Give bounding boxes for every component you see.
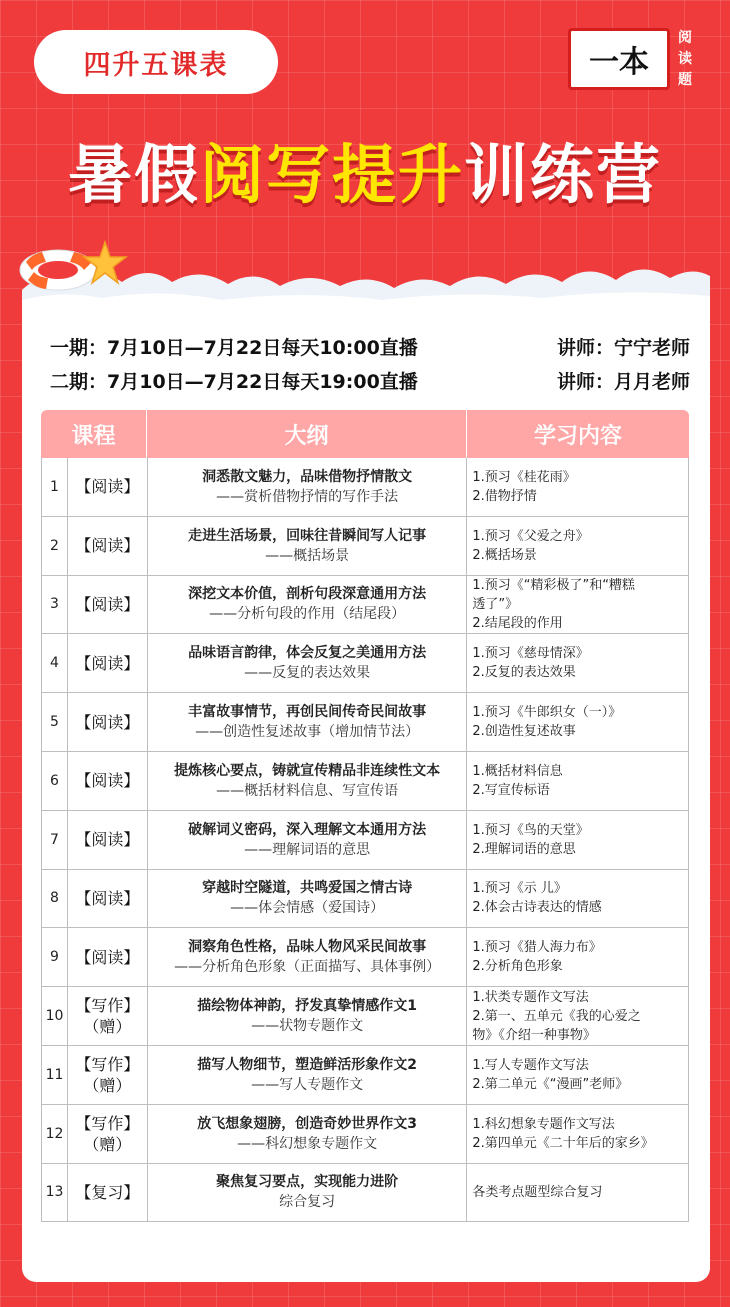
course-type: [68, 987, 148, 1045]
content-line: 2.概括场景: [472, 547, 537, 563]
content-line: 1.预习《鸟的天堂》: [472, 822, 589, 838]
learning-content: [467, 752, 689, 810]
outline-title: 丰富故事情节，再创民间传奇民间故事: [188, 704, 427, 721]
logo-main: 一本: [568, 28, 670, 90]
course-type-label: 【写作】: [75, 1054, 140, 1074]
row-number: 3: [42, 576, 68, 634]
table-row: [41, 987, 689, 1046]
outline-subtitle: ——创造性复述故事（增加情节法）: [195, 724, 420, 741]
outline-title: 品味语言韵律，体会反复之美通用方法: [188, 645, 427, 662]
content-line: 1.概括材料信息: [472, 763, 563, 779]
row-number: 2: [42, 517, 68, 575]
outline-subtitle: ——反复的表达效果: [244, 665, 371, 682]
row-number: 7: [42, 811, 68, 869]
row-number: 1: [42, 458, 68, 516]
row-number: 4: [42, 634, 68, 692]
course-type-label: 【阅读】: [75, 771, 140, 791]
learning-content: [467, 1105, 689, 1163]
learning-content: [467, 811, 689, 869]
content-line: 2.借物抒情: [472, 488, 537, 504]
table-row: [41, 752, 689, 811]
learning-content: [467, 1164, 689, 1222]
schedule-row: [50, 367, 690, 394]
course-outline: [148, 1046, 468, 1104]
table-body: [41, 458, 689, 1222]
content-line: 1.写人专题作文写法: [472, 1057, 589, 1073]
learning-content: [467, 693, 689, 751]
content-line: 1.预习《慈母情深》: [472, 646, 589, 662]
outline-title: 放飞想象翅膀，创造奇妙世界作文3: [197, 1115, 417, 1132]
course-type: [68, 752, 148, 810]
content-line: 1.科幻想象专题作文写法: [472, 1116, 615, 1132]
table-row: [41, 693, 689, 752]
content-line: 2.体会古诗表达的情感: [472, 900, 602, 916]
course-outline: [148, 870, 468, 928]
content-line: 各类考点题型综合复习: [472, 1184, 603, 1200]
course-type-label: （赠）: [83, 1134, 132, 1154]
logo-side-char: 阅: [678, 30, 692, 46]
outline-title: 描写人物细节，塑造鲜活形象作文2: [197, 1056, 417, 1073]
outline-subtitle: ——分析角色形象（正面描写、具体事例）: [174, 959, 441, 976]
content-line: 1.预习《牛郎织女（一）》: [472, 705, 622, 721]
learning-content: [467, 634, 689, 692]
row-number: 13: [42, 1164, 68, 1222]
logo-side-text: [674, 28, 696, 90]
outline-title: 洞察角色性格，品味人物风采民间故事: [188, 939, 427, 956]
schedule-period: 二期：7月10日—7月22日每天19:00直播: [50, 371, 418, 393]
content-line: 2.结尾段的作用: [472, 615, 563, 631]
outline-subtitle: ——概括材料信息、写宣传语: [216, 782, 399, 799]
course-outline: [148, 517, 468, 575]
table-row: [41, 1046, 689, 1105]
course-type-label: 【阅读】: [75, 594, 140, 614]
course-outline: [148, 1164, 468, 1222]
course-outline: [148, 693, 468, 751]
row-number: 11: [42, 1046, 68, 1104]
outline-title: 走进生活场景，回味往昔瞬间写人记事: [188, 527, 427, 544]
table-row: [41, 928, 689, 987]
table-row: [41, 576, 689, 635]
course-outline: [148, 458, 468, 516]
outline-subtitle: ——体会情感（爱国诗）: [230, 900, 385, 917]
schedule-teacher: 讲师：月月老师: [556, 371, 690, 393]
course-type-label: 【写作】: [75, 996, 140, 1016]
course-type: [68, 458, 148, 516]
content-line: 2.反复的表达效果: [472, 665, 576, 681]
course-type: [68, 870, 148, 928]
outline-title: 破解词义密码，深入理解文本通用方法: [188, 821, 427, 838]
course-outline: [148, 1105, 468, 1163]
course-type: [68, 576, 148, 634]
course-type: [68, 693, 148, 751]
learning-content: [467, 987, 689, 1045]
course-outline: [148, 928, 468, 986]
table-row: [41, 1164, 689, 1223]
title-part-3: 训练营: [464, 139, 662, 213]
course-type: [68, 1046, 148, 1104]
content-line: 2.写宣传标语: [472, 782, 550, 798]
content-line: 1.预习《示 儿》: [472, 881, 567, 897]
course-outline: [148, 634, 468, 692]
content-line: 1.预习《猎人海力布》: [472, 940, 602, 956]
learning-content: [467, 928, 689, 986]
table-row: [41, 811, 689, 870]
content-line: 透了”》: [472, 596, 519, 612]
content-line: 2.理解词语的意思: [472, 841, 576, 857]
course-outline: [148, 576, 468, 634]
table-row: [41, 458, 689, 517]
course-type-label: 【阅读】: [75, 830, 140, 850]
outline-subtitle: ——赏析借物抒情的写作手法: [216, 488, 399, 505]
course-type-label: 【阅读】: [75, 888, 140, 908]
learning-content: [467, 517, 689, 575]
course-type-label: 【阅读】: [75, 947, 140, 967]
course-type: [68, 928, 148, 986]
table-row: [41, 870, 689, 929]
course-type-label: 【阅读】: [75, 712, 140, 732]
title-part-1: 暑假: [68, 139, 200, 213]
row-number: 6: [42, 752, 68, 810]
outline-title: 穿越时空隧道，共鸣爱国之情古诗: [202, 880, 413, 897]
course-outline: [148, 752, 468, 810]
content-line: 2.第四单元《二十年后的家乡》: [472, 1135, 654, 1151]
schedule-period: 一期：7月10日—7月22日每天10:00直播: [50, 337, 418, 359]
row-number: 10: [42, 987, 68, 1045]
course-type-label: 【写作】: [75, 1113, 140, 1133]
course-type-label: （赠）: [83, 1017, 132, 1037]
course-type-label: 【阅读】: [75, 653, 140, 673]
brand-logo: [568, 28, 700, 90]
learning-content: [467, 1046, 689, 1104]
learning-content: [467, 576, 689, 634]
row-number: 9: [42, 928, 68, 986]
logo-side-char: 题: [678, 72, 692, 88]
learning-content: [467, 458, 689, 516]
outline-title: 描绘物体神韵，抒发真挚情感作文1: [197, 998, 417, 1015]
schedule-row: [50, 333, 690, 360]
header-content: 学习内容: [533, 423, 622, 449]
course-type: [68, 634, 148, 692]
outline-subtitle: ——理解词语的意思: [244, 841, 371, 858]
page-title: [0, 126, 730, 226]
outline-title: 提炼核心要点，铸就宣传精品非连续性文本: [174, 762, 441, 779]
header-outline: 大纲: [147, 410, 467, 458]
content-line: 1.预习《“精彩极了”和“糟糕: [472, 577, 635, 593]
outline-subtitle: ——科幻想象专题作文: [237, 1135, 378, 1152]
course-type-label: 【阅读】: [75, 477, 140, 497]
course-type: [68, 517, 148, 575]
course-type-label: 【复习】: [75, 1182, 140, 1202]
logo-side-char: 读: [678, 51, 692, 67]
outline-title: 洞悉散文魅力，品味借物抒情散文: [202, 468, 413, 485]
table-row: [41, 1105, 689, 1164]
course-type: [68, 1105, 148, 1163]
outline-subtitle: ——写人专题作文: [251, 1076, 364, 1093]
row-number: 12: [42, 1105, 68, 1163]
learning-content: [467, 870, 689, 928]
course-table: [41, 410, 689, 1222]
course-outline: [148, 987, 468, 1045]
row-number: 8: [42, 870, 68, 928]
course-type-label: 【阅读】: [75, 536, 140, 556]
content-line: 1.预习《父爱之舟》: [472, 528, 589, 544]
course-outline: [148, 811, 468, 869]
outline-title: 聚焦复习要点，实现能力进阶: [216, 1174, 399, 1191]
course-type-label: （赠）: [83, 1075, 132, 1095]
content-line: 1.状类专题作文写法: [472, 989, 589, 1005]
outline-subtitle: ——分析句段的作用（结尾段）: [209, 606, 406, 623]
title-part-2: 阅写提升: [200, 139, 464, 213]
table-header: [41, 410, 689, 458]
course-type: [68, 1164, 148, 1222]
content-line: 1.预习《桂花雨》: [472, 469, 576, 485]
outline-subtitle: ——状物专题作文: [251, 1018, 364, 1035]
content-line: 2.分析角色形象: [472, 959, 563, 975]
outline-subtitle: 综合复习: [279, 1194, 336, 1211]
header-course: 课程: [41, 410, 147, 458]
course-type: [68, 811, 148, 869]
grade-badge: 四升五课表: [34, 30, 278, 94]
table-row: [41, 634, 689, 693]
starfish-icon: [82, 240, 128, 286]
outline-title: 深挖文本价值，剖析句段深意通用方法: [188, 586, 427, 603]
table-row: [41, 517, 689, 576]
content-line: 2.第二单元《“漫画”老师》: [472, 1076, 629, 1092]
row-number: 5: [42, 693, 68, 751]
content-line: 2.创造性复述故事: [472, 724, 576, 740]
content-line: 2.第一、五单元《我的心爱之: [472, 1008, 641, 1024]
outline-subtitle: ——概括场景: [265, 547, 350, 564]
content-line: 物》《介绍一种事物》: [472, 1027, 596, 1043]
schedule-teacher: 讲师：宁宁老师: [556, 337, 690, 359]
